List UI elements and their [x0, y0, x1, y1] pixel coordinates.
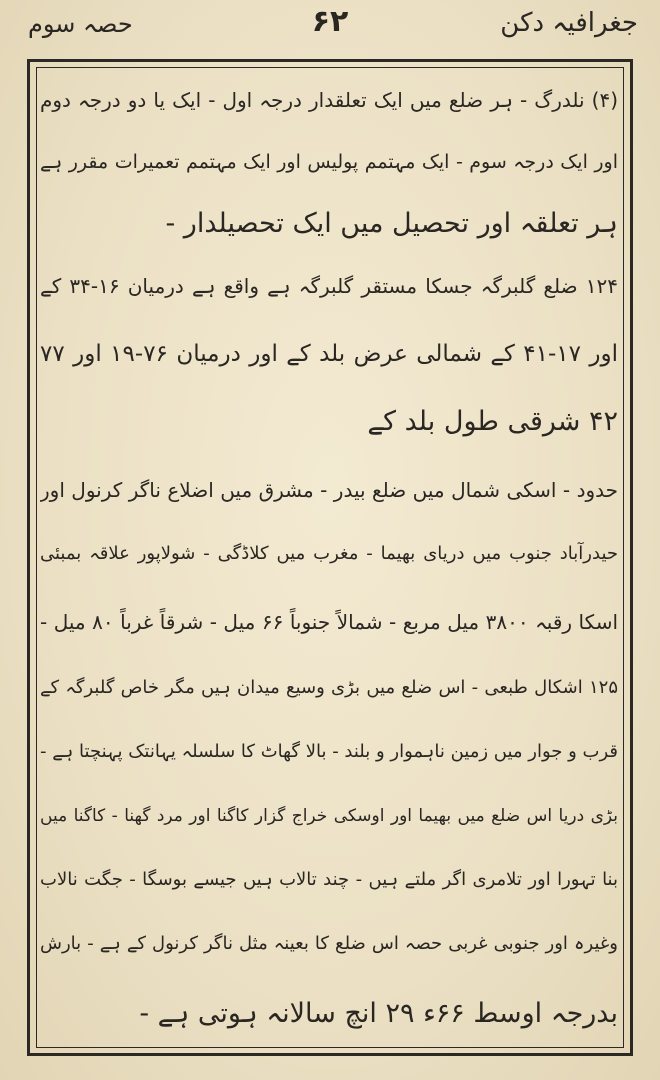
section-title: حصہ سوم	[28, 10, 133, 38]
text-line: ہر تعلقہ اور تحصیل میں ایک تحصیلدار -	[165, 208, 618, 239]
page-number: ۶۲	[311, 4, 349, 39]
text-line: بڑی دریا اس ضلع میں بھیما اور اوسکی خراج گزار کاگنا اور مرد گھنا - کاگنا میں	[40, 806, 618, 826]
text-line: ۴۲ شرقی طول بلد کے	[367, 406, 618, 437]
text-line: بدرجہ اوسط ۶۶ء ۲۹ انچ سالانہ ہوتی ہے -	[139, 998, 618, 1029]
text-body	[40, 72, 618, 1042]
text-line: اسکا رقبہ ۳۸۰۰ میل مربع - شمالاً جنوباً ۶۶ میل - شرقاً غرباً ۸۰ میل -	[40, 610, 618, 634]
text-line: اور ۱۷-۴۱ کے شمالی عرض بلد کے اور درمیان ۷۶-۱۹ اور ۷۷	[40, 341, 618, 367]
text-line: حدود - اسکی شمال میں ضلع بیدر - مشرق میں اضلاع ناگر کرنول اور	[40, 478, 618, 502]
text-line: وغیرہ اور جنوبی غربی حصہ اس ضلع کا بعینہ مثل ناگر کرنول کے ہے - بارش	[40, 933, 618, 954]
text-line: (۴) نلدرگ - ہر ضلع میں ایک تعلقدار درجہ اول - ایک یا دو درجہ دوم	[40, 88, 618, 112]
text-line: اور ایک درجہ سوم - ایک مہتمم پولیس اور ایک مہتمم تعمیرات مقرر ہے	[40, 151, 618, 173]
text-line: بنا تہورا اور تلامری اگر ملتے ہیں - چند تالاب ہیں جیسے بوسگا - جگت نالاب	[40, 869, 618, 890]
text-line: حیدرآباد جنوب میں دریای بھیما - مغرب میں کلاڈگی - شولاپور علاقہ بمبئی	[40, 543, 618, 564]
running-title: جغرافیہ دکن	[500, 8, 638, 38]
text-line: ۱۲۵ اشکال طبعی - اس ضلع میں بڑی وسیع میدان ہیں مگر خاص گلبرگہ کے	[40, 677, 618, 698]
text-line: قرب و جوار میں زمین ناہموار و بلند - بالا گھاٹ کا سلسلہ یہانتک پہنچتا ہے -	[40, 741, 618, 762]
text-line: ۱۲۴ ضلع گلبرگہ جسکا مستقر گلبرگہ ہے واقع ہے درمیان ۱۶-۳۴ کے	[40, 274, 618, 298]
page-header	[0, 0, 660, 52]
